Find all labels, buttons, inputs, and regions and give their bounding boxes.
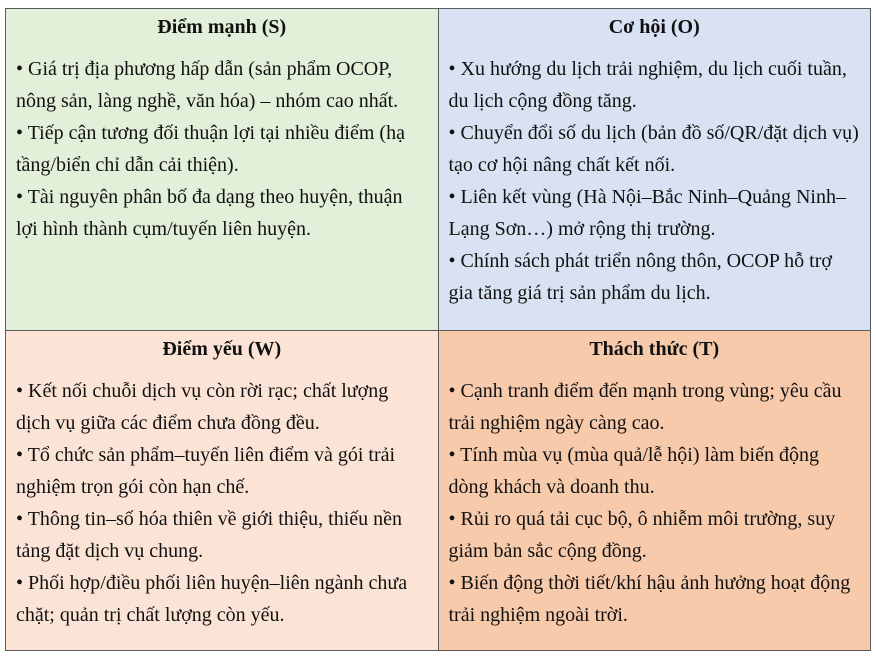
strengths-item: • Tài nguyên phân bố đa dạng theo huyện, thuận lợi hình thành cụm/tuyến liên huyện.: [16, 186, 403, 240]
weaknesses-item: • Kết nối chuỗi dịch vụ còn rời rạc; chất lượng dịch vụ giữa các điểm chưa đồng đều.: [16, 380, 389, 434]
threats-title: Thách thức (T): [589, 338, 720, 360]
weaknesses-item: • Thông tin–số hóa thiên về giới thiệu, thiếu nền tảng đặt dịch vụ chung.: [16, 508, 403, 562]
strengths-item: • Tiếp cận tương đối thuận lợi tại nhiều điểm (hạ tầng/biển chỉ dẫn cải thiện).: [16, 122, 405, 176]
threats-item: • Tính mùa vụ (mùa quả/lễ hội) làm biến động dòng khách và doanh thu.: [448, 444, 819, 498]
threats-item: • Rủi ro quá tải cục bộ, ô nhiễm môi trường, suy giảm bản sắc cộng đồng.: [448, 508, 836, 562]
opportunities-item: • Xu hướng du lịch trải nghiệm, du lịch cuối tuần, du lịch cộng đồng tăng.: [448, 58, 847, 112]
weaknesses-title: Điểm yếu (W): [162, 338, 282, 360]
weaknesses-item: • Phối hợp/điều phối liên huyện–liên ngành chưa chặt; quản trị chất lượng còn yếu.: [16, 572, 408, 626]
swot-table: [5, 8, 871, 651]
strengths-item: • Giá trị địa phương hấp dẫn (sản phẩm OCOP, nông sản, làng nghề, văn hóa) – nhóm cao nhất.: [16, 58, 399, 112]
threats-item: • Biến động thời tiết/khí hậu ảnh hưởng hoạt động trải nghiệm ngoài trời.: [448, 572, 851, 626]
opportunities-title: Cơ hội (O): [608, 16, 700, 38]
weaknesses-item: • Tổ chức sản phẩm–tuyến liên điểm và gói trải nghiệm trọn gói còn hạn chế.: [16, 444, 396, 498]
strengths-cell: [6, 9, 439, 331]
weaknesses-cell: [6, 331, 439, 651]
opportunities-item: • Liên kết vùng (Hà Nội–Bắc Ninh–Quảng Ninh–Lạng Sơn…) mở rộng thị trường.: [448, 186, 846, 240]
opportunities-cell: [438, 9, 871, 331]
opportunities-item: • Chuyển đổi số du lịch (bản đồ số/QR/đặt dịch vụ) tạo cơ hội nâng chất kết nối.: [448, 122, 859, 176]
threats-item: • Cạnh tranh điểm đến mạnh trong vùng; yêu cầu trải nghiệm ngày càng cao.: [448, 380, 842, 434]
opportunities-item: • Chính sách phát triển nông thôn, OCOP hỗ trợ gia tăng giá trị sản phẩm du lịch.: [448, 250, 832, 304]
strengths-title: Điểm mạnh (S): [157, 16, 287, 38]
threats-cell: [438, 331, 871, 651]
